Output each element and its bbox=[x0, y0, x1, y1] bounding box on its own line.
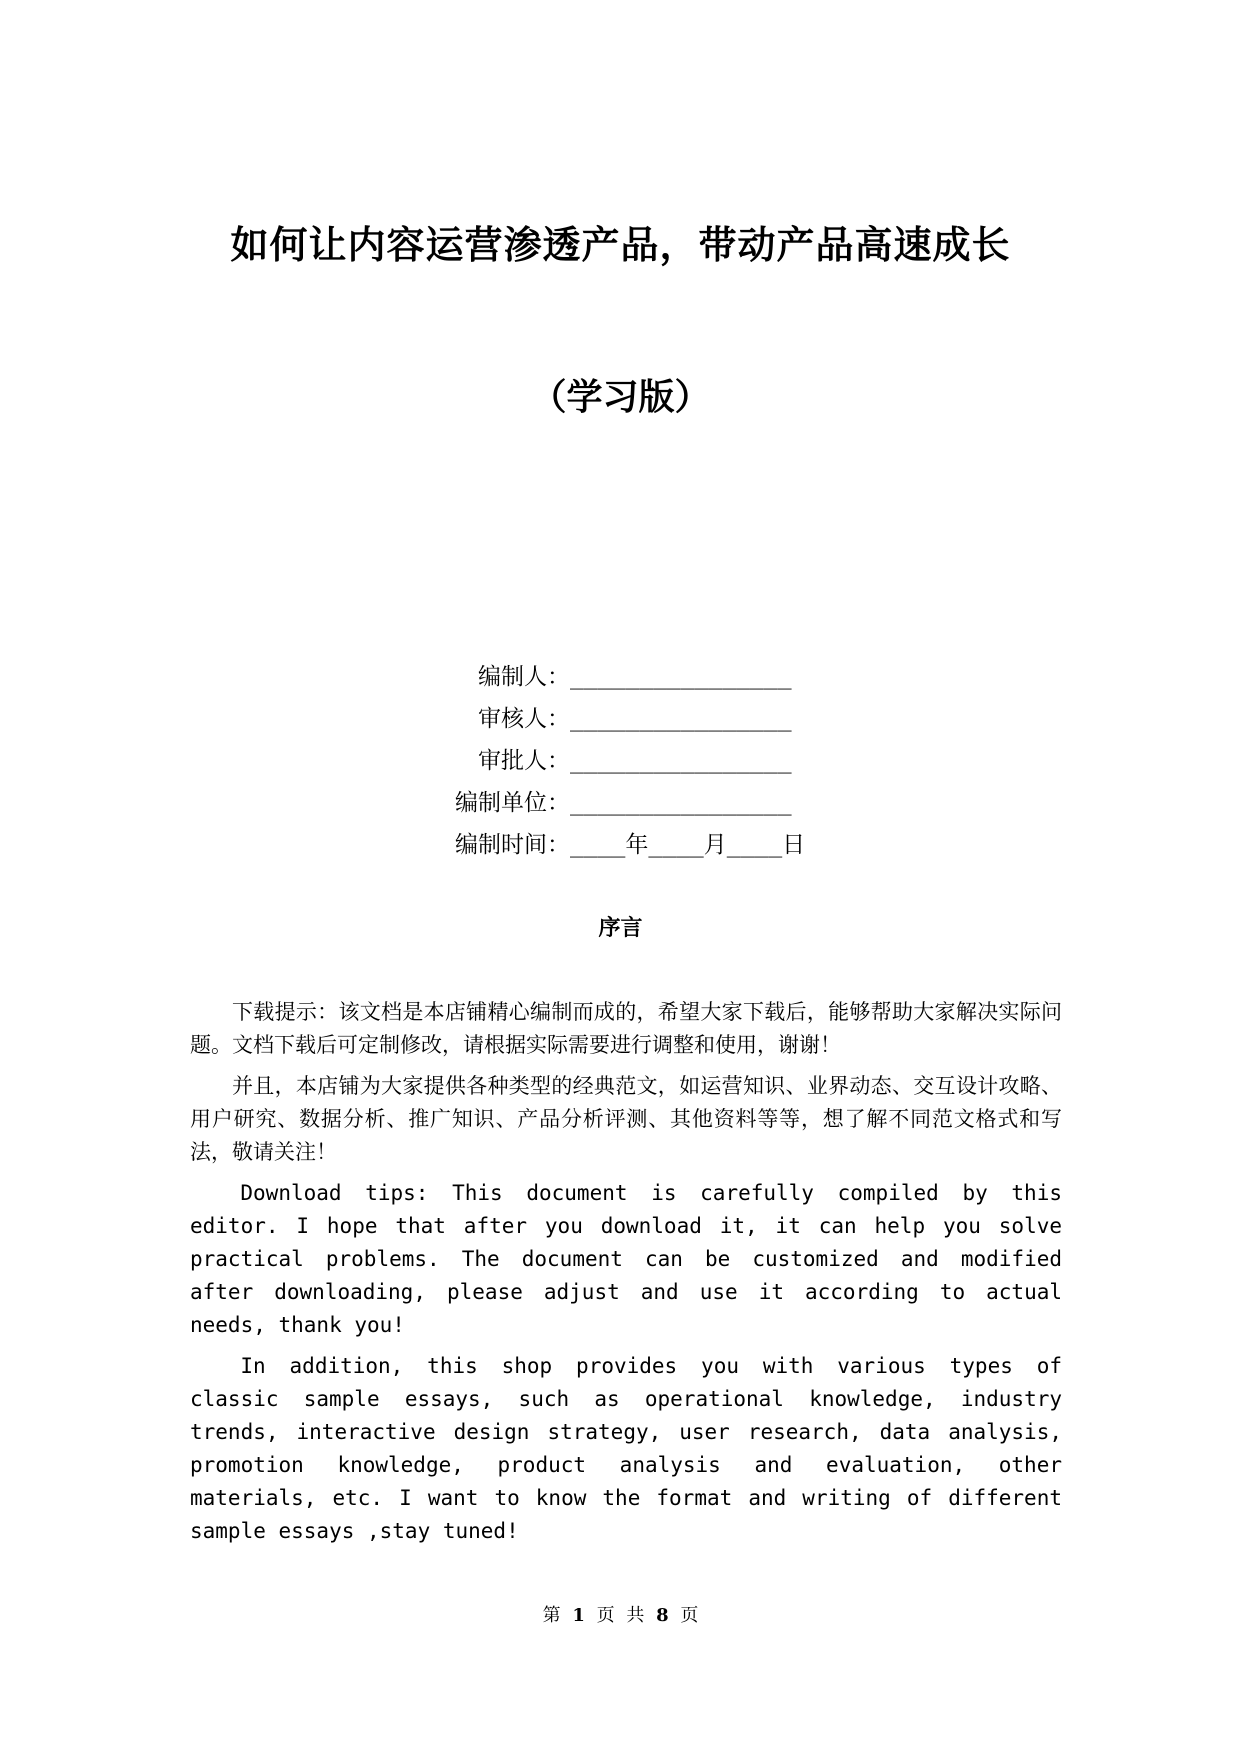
page-footer bbox=[0, 1604, 1241, 1628]
footer-prefix: 第 bbox=[542, 1605, 561, 1626]
footer-page-number: 1 bbox=[572, 1605, 585, 1626]
meta-label: 编制单位： bbox=[455, 790, 570, 816]
preface-paragraph: Download tips: This document is carefully compiled by this editor. I hope that after you download it, it can help you solve practical problems. The document can be customized and modified after downloading, please adjust and use it according to actual needs, thank you! bbox=[190, 1181, 1062, 1337]
preface-paragraph: 并且，本店铺为大家提供各种类型的经典范文，如运营知识、业界动态、交互设计攻略、用户研究、数据分析、推广知识、产品分析评测、其他资料等等，想了解不同范文格式和写法，敬请关注！ bbox=[190, 1074, 1062, 1164]
footer-suffix: 页 bbox=[680, 1605, 699, 1626]
meta-label: 审批人： bbox=[478, 748, 570, 774]
footer-middle: 页 共 bbox=[596, 1605, 645, 1626]
meta-value: ________________ bbox=[570, 664, 792, 690]
preface-paragraph: In addition, this shop provides you with various types of classic sample essays, such as operational knowledge, industry trends, interactive design strategy, user research, data analysis, promotion knowledge, product analysis and evaluation, other materials, etc. I want to know the format and writing of different sample essays ,stay tuned! bbox=[190, 1354, 1062, 1543]
meta-row-author bbox=[440, 656, 860, 698]
meta-row-approver bbox=[440, 740, 860, 782]
meta-label: 编制时间： bbox=[455, 832, 570, 858]
preface-paragraph: 下载提示：该文档是本店铺精心编制而成的，希望大家下载后，能够帮助大家解决实际问题。文档下载后可定制修改，请根据实际需要进行调整和使用，谢谢！ bbox=[190, 1000, 1062, 1057]
meta-value: ________________ bbox=[570, 706, 792, 732]
preface-body bbox=[190, 996, 1062, 1556]
meta-row-unit bbox=[440, 782, 860, 824]
meta-label: 审核人： bbox=[478, 706, 570, 732]
meta-block bbox=[440, 656, 860, 866]
preface-heading: 序言 bbox=[598, 916, 643, 941]
meta-value: ____年____月____日 bbox=[570, 832, 806, 858]
meta-value: ________________ bbox=[570, 790, 792, 816]
meta-value: ________________ bbox=[570, 748, 792, 774]
document-title: 如何让内容运营渗透产品，带动产品高速成长 bbox=[230, 223, 1011, 267]
document-subtitle: （学习版） bbox=[530, 377, 711, 418]
meta-label: 编制人： bbox=[478, 664, 570, 690]
footer-total-pages: 8 bbox=[656, 1605, 669, 1626]
meta-row-date bbox=[440, 824, 860, 866]
meta-row-reviewer bbox=[440, 698, 860, 740]
